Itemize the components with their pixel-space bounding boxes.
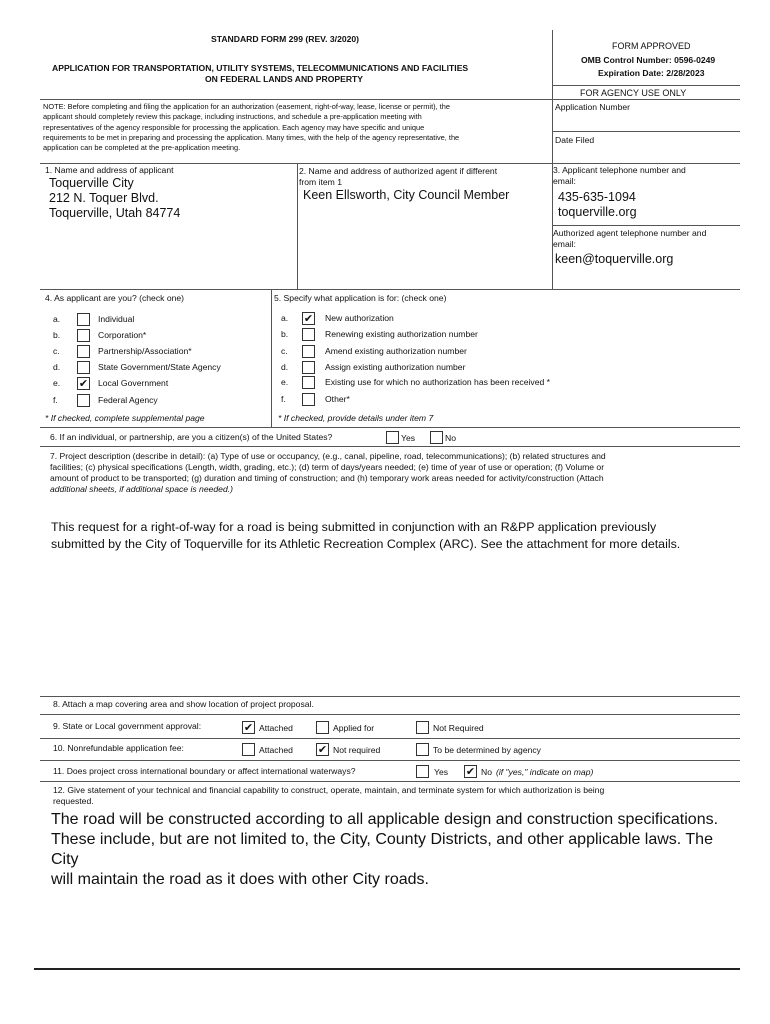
item4-option-label: Individual: [98, 314, 135, 324]
item11-no-label: No: [481, 767, 492, 777]
item3-label-line1: 3. Applicant telephone number and: [553, 165, 686, 175]
item9-attached-checkbox[interactable]: ✔: [243, 721, 254, 734]
applicant-name: Toquerville City: [49, 176, 134, 190]
item5-letter: c.: [281, 346, 288, 356]
item5-label: 5. Specify what application is for: (check one): [274, 293, 447, 303]
agent-name: Keen Ellsworth, City Council Member: [303, 188, 510, 202]
item6-no-label: No: [445, 433, 456, 443]
item10-tbd-checkbox[interactable]: [416, 743, 429, 756]
item5-letter: a.: [281, 313, 289, 323]
answer-line: will maintain the road as it does with other City roads.: [51, 871, 429, 888]
item10-not-required-checkbox[interactable]: ✔: [317, 743, 328, 756]
item6-yes-checkbox[interactable]: [386, 431, 399, 444]
item7-line: additional sheets, if additional space is needed.): [50, 484, 233, 494]
item9-label: 9. State or Local government approval:: [53, 721, 202, 731]
item10-tbd-label: To be determined by agency: [433, 745, 541, 755]
item4-label: 4. As applicant are you? (check one): [45, 293, 185, 303]
item10-attached-checkbox[interactable]: [242, 743, 255, 756]
answer-line: The road will be constructed according to all applicable design and construction specifications.: [51, 811, 719, 828]
note-line: representatives of the agency responsible for processing the application. Each agency may have specific and unique: [43, 122, 425, 132]
item6-no-checkbox[interactable]: [430, 431, 443, 444]
item11-no-checkbox[interactable]: ✔: [465, 765, 476, 778]
item2-label-line2: from item 1: [299, 177, 342, 187]
item5-option-label: Assign existing authorization number: [325, 362, 466, 372]
item4-option-label: Corporation*: [98, 330, 147, 340]
applicant-phone: 435-635-1094: [558, 190, 636, 204]
item4-option-label: Local Government: [98, 378, 169, 388]
item1-label: 1. Name and address of applicant: [45, 165, 174, 175]
item10-label: 10. Nonrefundable application fee:: [53, 743, 184, 753]
item5-letter: d.: [281, 362, 289, 372]
expiration-date: Expiration Date: 2/28/2023: [598, 68, 705, 78]
item7-instructions: [50, 451, 740, 495]
item9-attached-label: Attached: [259, 723, 293, 733]
item5-footnote: * If checked, provide details under item 7: [278, 413, 434, 423]
item12-instructions: [53, 785, 740, 807]
answer-line: submitted by the City of Toquerville for its Athletic Recreation Complex (ARC). See the attachment for more details.: [51, 536, 681, 551]
agent-contact-label-line1: Authorized agent telephone number and: [553, 228, 707, 238]
item3-label-line2: email:: [553, 176, 576, 186]
item5-checkbox-assign[interactable]: [302, 361, 315, 374]
item10-not-required-label: Not required: [333, 745, 381, 755]
item5-letter: b.: [281, 329, 289, 339]
agent-email: keen@toquerville.org: [555, 252, 674, 266]
item5-checkbox-new-authorization[interactable]: ✔: [303, 312, 314, 325]
item4-option-label: State Government/State Agency: [98, 362, 221, 372]
applicant-address-line1: 212 N. Toquer Blvd.: [49, 191, 159, 205]
bottom-rule: [34, 968, 740, 970]
note-line: application can be completed at the pre-application meeting.: [43, 143, 241, 153]
item7-line: 7. Project description (describe in detail): (a) Type of use or occupancy, (e.g., canal, pipeline, road, telecommunications); (b) related structures and: [50, 451, 606, 461]
note-line: NOTE: Before completing and filing the application for an authorization (easement, right-of-way, lease, license or permit), the: [43, 102, 450, 111]
application-number-label: Application Number: [555, 102, 630, 112]
item2-label-line1: 2. Name and address of authorized agent if different: [299, 166, 498, 176]
answer-line: These include, but are not limited to, the City, County Districts, and other applicable laws. The City: [51, 831, 713, 868]
item5-letter: f.: [281, 394, 286, 404]
note-line: requirements to be met in preparing and processing the application. Many times, with the help of the agency representative, the: [43, 132, 460, 142]
agency-use-heading: FOR AGENCY USE ONLY: [580, 88, 687, 98]
item5-checkbox-other[interactable]: [302, 393, 315, 406]
item4-checkbox-individual[interactable]: [77, 313, 90, 326]
applicant-email: toquerville.org: [558, 205, 637, 219]
date-filed-label: Date Filed: [555, 135, 595, 145]
item4-letter: d.: [53, 362, 61, 372]
omb-control-number: OMB Control Number: 0596-0249: [581, 55, 716, 65]
item5-option-label: Renewing existing authorization number: [325, 329, 478, 339]
capability-statement-answer[interactable]: [51, 810, 741, 890]
form-title-line1: APPLICATION FOR TRANSPORTATION, UTILITY SYSTEMS, TELECOMMUNICATIONS AND FACILITIES: [52, 63, 469, 73]
item4-letter: c.: [53, 346, 60, 356]
item4-checkbox-local-government[interactable]: ✔: [78, 377, 89, 390]
item4-checkbox-partnership[interactable]: [77, 345, 90, 358]
item9-not-required-checkbox[interactable]: [416, 721, 429, 734]
item9-applied-for-checkbox[interactable]: [316, 721, 329, 734]
item5-checkbox-existing-use[interactable]: [302, 376, 315, 389]
item11-note: (if "yes," indicate on map): [496, 767, 594, 777]
item5-checkbox-renewing[interactable]: [302, 328, 315, 341]
project-description-answer[interactable]: [51, 519, 741, 552]
note-block: [43, 102, 551, 153]
item9-applied-for-label: Applied for: [333, 723, 375, 733]
item5-option-label: Other*: [325, 394, 350, 404]
item4-footnote: * If checked, complete supplemental page: [45, 413, 205, 423]
item4-letter: e.: [53, 378, 61, 388]
item4-checkbox-federal-agency[interactable]: [77, 394, 90, 407]
item5-letter: e.: [281, 377, 289, 387]
form-number: STANDARD FORM 299 (REV. 3/2020): [211, 34, 360, 44]
item6-label: 6. If an individual, or partnership, are you a citizen(s) of the United States?: [50, 432, 333, 442]
item5-checkbox-amend[interactable]: [302, 345, 315, 358]
form-title-line2: ON FEDERAL LANDS AND PROPERTY: [205, 74, 364, 84]
item9-not-required-label: Not Required: [433, 723, 484, 733]
item4-letter: a.: [53, 314, 61, 324]
item4-checkbox-state-government[interactable]: [77, 361, 90, 374]
answer-line: This request for a right-of-way for a road is being submitted in conjunction with an R&PP application previously: [51, 520, 657, 534]
item4-option-label: Partnership/Association*: [98, 346, 192, 356]
item11-label: 11. Does project cross international boundary or affect international waterways?: [53, 766, 356, 776]
item11-yes-checkbox[interactable]: [416, 765, 429, 778]
item6-yes-label: Yes: [401, 433, 416, 443]
item12-line: requested.: [53, 796, 94, 806]
applicant-address-line2: Toquerville, Utah 84774: [49, 206, 181, 220]
item7-line: facilities; (c) physical specifications (Length, width, grading, etc.); (d) term of days/years needed; (e) time of year of use or operation; (f) Volume or: [50, 462, 605, 472]
item4-checkbox-corporation[interactable]: [77, 329, 90, 342]
item12-line: 12. Give statement of your technical and financial capability to construct, operate, maintain, and terminate system for which authorization is being: [53, 785, 605, 795]
item4-option-label: Federal Agency: [98, 395, 158, 405]
item10-attached-label: Attached: [259, 745, 293, 755]
item11-yes-label: Yes: [434, 767, 449, 777]
item5-option-label: New authorization: [325, 313, 394, 323]
item5-option-label: Amend existing authorization number: [325, 346, 467, 356]
item4-letter: f.: [53, 395, 58, 405]
item4-letter: b.: [53, 330, 61, 340]
item7-line: amount of product to be transported; (g) duration and timing of construction; and (h) temporary work areas needed for activity/construction (Attach: [50, 473, 604, 483]
item5-option-label: Existing use for which no authorization has been received *: [325, 377, 551, 387]
note-line: applicant should completely review this package, including instructions, and schedule a pre-application meeting with: [43, 112, 422, 122]
item8-label: 8. Attach a map covering area and show location of project proposal.: [53, 699, 314, 709]
agent-contact-label-line2: email:: [553, 239, 576, 249]
form-approved-text: FORM APPROVED: [612, 41, 691, 51]
